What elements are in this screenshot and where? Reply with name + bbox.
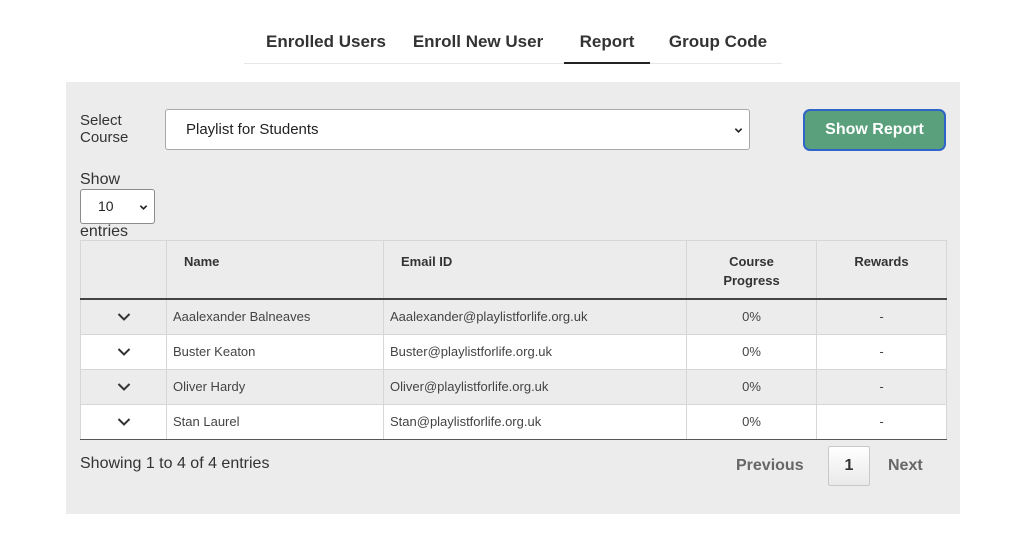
cell-course-progress: 0%: [687, 369, 817, 404]
column-header-email[interactable]: Email ID: [384, 241, 687, 299]
page-1-button[interactable]: 1: [828, 446, 870, 486]
row-expand-button[interactable]: [81, 299, 167, 335]
tab-enroll-new-user[interactable]: Enroll New User: [412, 32, 544, 51]
cell-rewards: -: [817, 369, 947, 404]
next-page-button[interactable]: Next: [888, 457, 923, 474]
select-course-label: Select Course: [80, 112, 129, 146]
cell-email: Oliver@playlistforlife.org.uk: [384, 369, 687, 404]
cell-rewards: -: [817, 334, 947, 369]
course-select-value: Playlist for Students: [186, 121, 319, 138]
page-length-select[interactable]: [80, 189, 155, 224]
cell-name: Buster Keaton: [167, 334, 384, 369]
tab-group-code[interactable]: Group Code: [668, 32, 768, 51]
cell-email: Aaalexander@playlistforlife.org.uk: [384, 299, 687, 335]
page-length-value: 10: [98, 198, 114, 214]
previous-page-button[interactable]: Previous: [736, 457, 804, 474]
cell-email: Stan@playlistforlife.org.uk: [384, 404, 687, 439]
table-row: [81, 334, 947, 369]
entries-label: entries: [80, 223, 129, 240]
column-header-rewards[interactable]: Rewards: [817, 241, 947, 299]
column-header-name[interactable]: Name: [167, 241, 384, 299]
table-info: Showing 1 to 4 of 4 entries: [80, 455, 270, 472]
chevron-down-icon: [734, 126, 743, 135]
chevron-down-icon: [117, 382, 131, 392]
cell-course-progress: 0%: [687, 334, 817, 369]
cell-course-progress: 0%: [687, 404, 817, 439]
cell-name: Stan Laurel: [167, 404, 384, 439]
row-expand-button[interactable]: [81, 369, 167, 404]
show-label: Show: [80, 171, 121, 188]
cell-course-progress: 0%: [687, 299, 817, 335]
cell-name: Oliver Hardy: [167, 369, 384, 404]
table-row: [81, 299, 947, 335]
column-header-expand: [81, 241, 167, 299]
report-table: [80, 240, 947, 440]
report-panel: [66, 82, 960, 514]
tab-report[interactable]: Report: [564, 22, 650, 64]
course-select[interactable]: [165, 109, 750, 150]
chevron-down-icon: [117, 417, 131, 427]
table-header-row: [81, 241, 947, 299]
row-expand-button[interactable]: [81, 334, 167, 369]
chevron-down-icon: [117, 347, 131, 357]
row-expand-button[interactable]: [81, 404, 167, 439]
cell-name: Aaalexander Balneaves: [167, 299, 384, 335]
chevron-down-icon: [117, 312, 131, 322]
column-header-course-progress[interactable]: Course Progress: [687, 241, 817, 299]
tab-bar: [244, 22, 782, 64]
table-row: [81, 369, 947, 404]
chevron-down-icon: [139, 203, 148, 212]
table-row: [81, 404, 947, 439]
cell-email: Buster@playlistforlife.org.uk: [384, 334, 687, 369]
tab-enrolled-users[interactable]: Enrolled Users: [266, 32, 386, 51]
cell-rewards: -: [817, 299, 947, 335]
show-report-button[interactable]: Show Report: [803, 109, 946, 151]
cell-rewards: -: [817, 404, 947, 439]
